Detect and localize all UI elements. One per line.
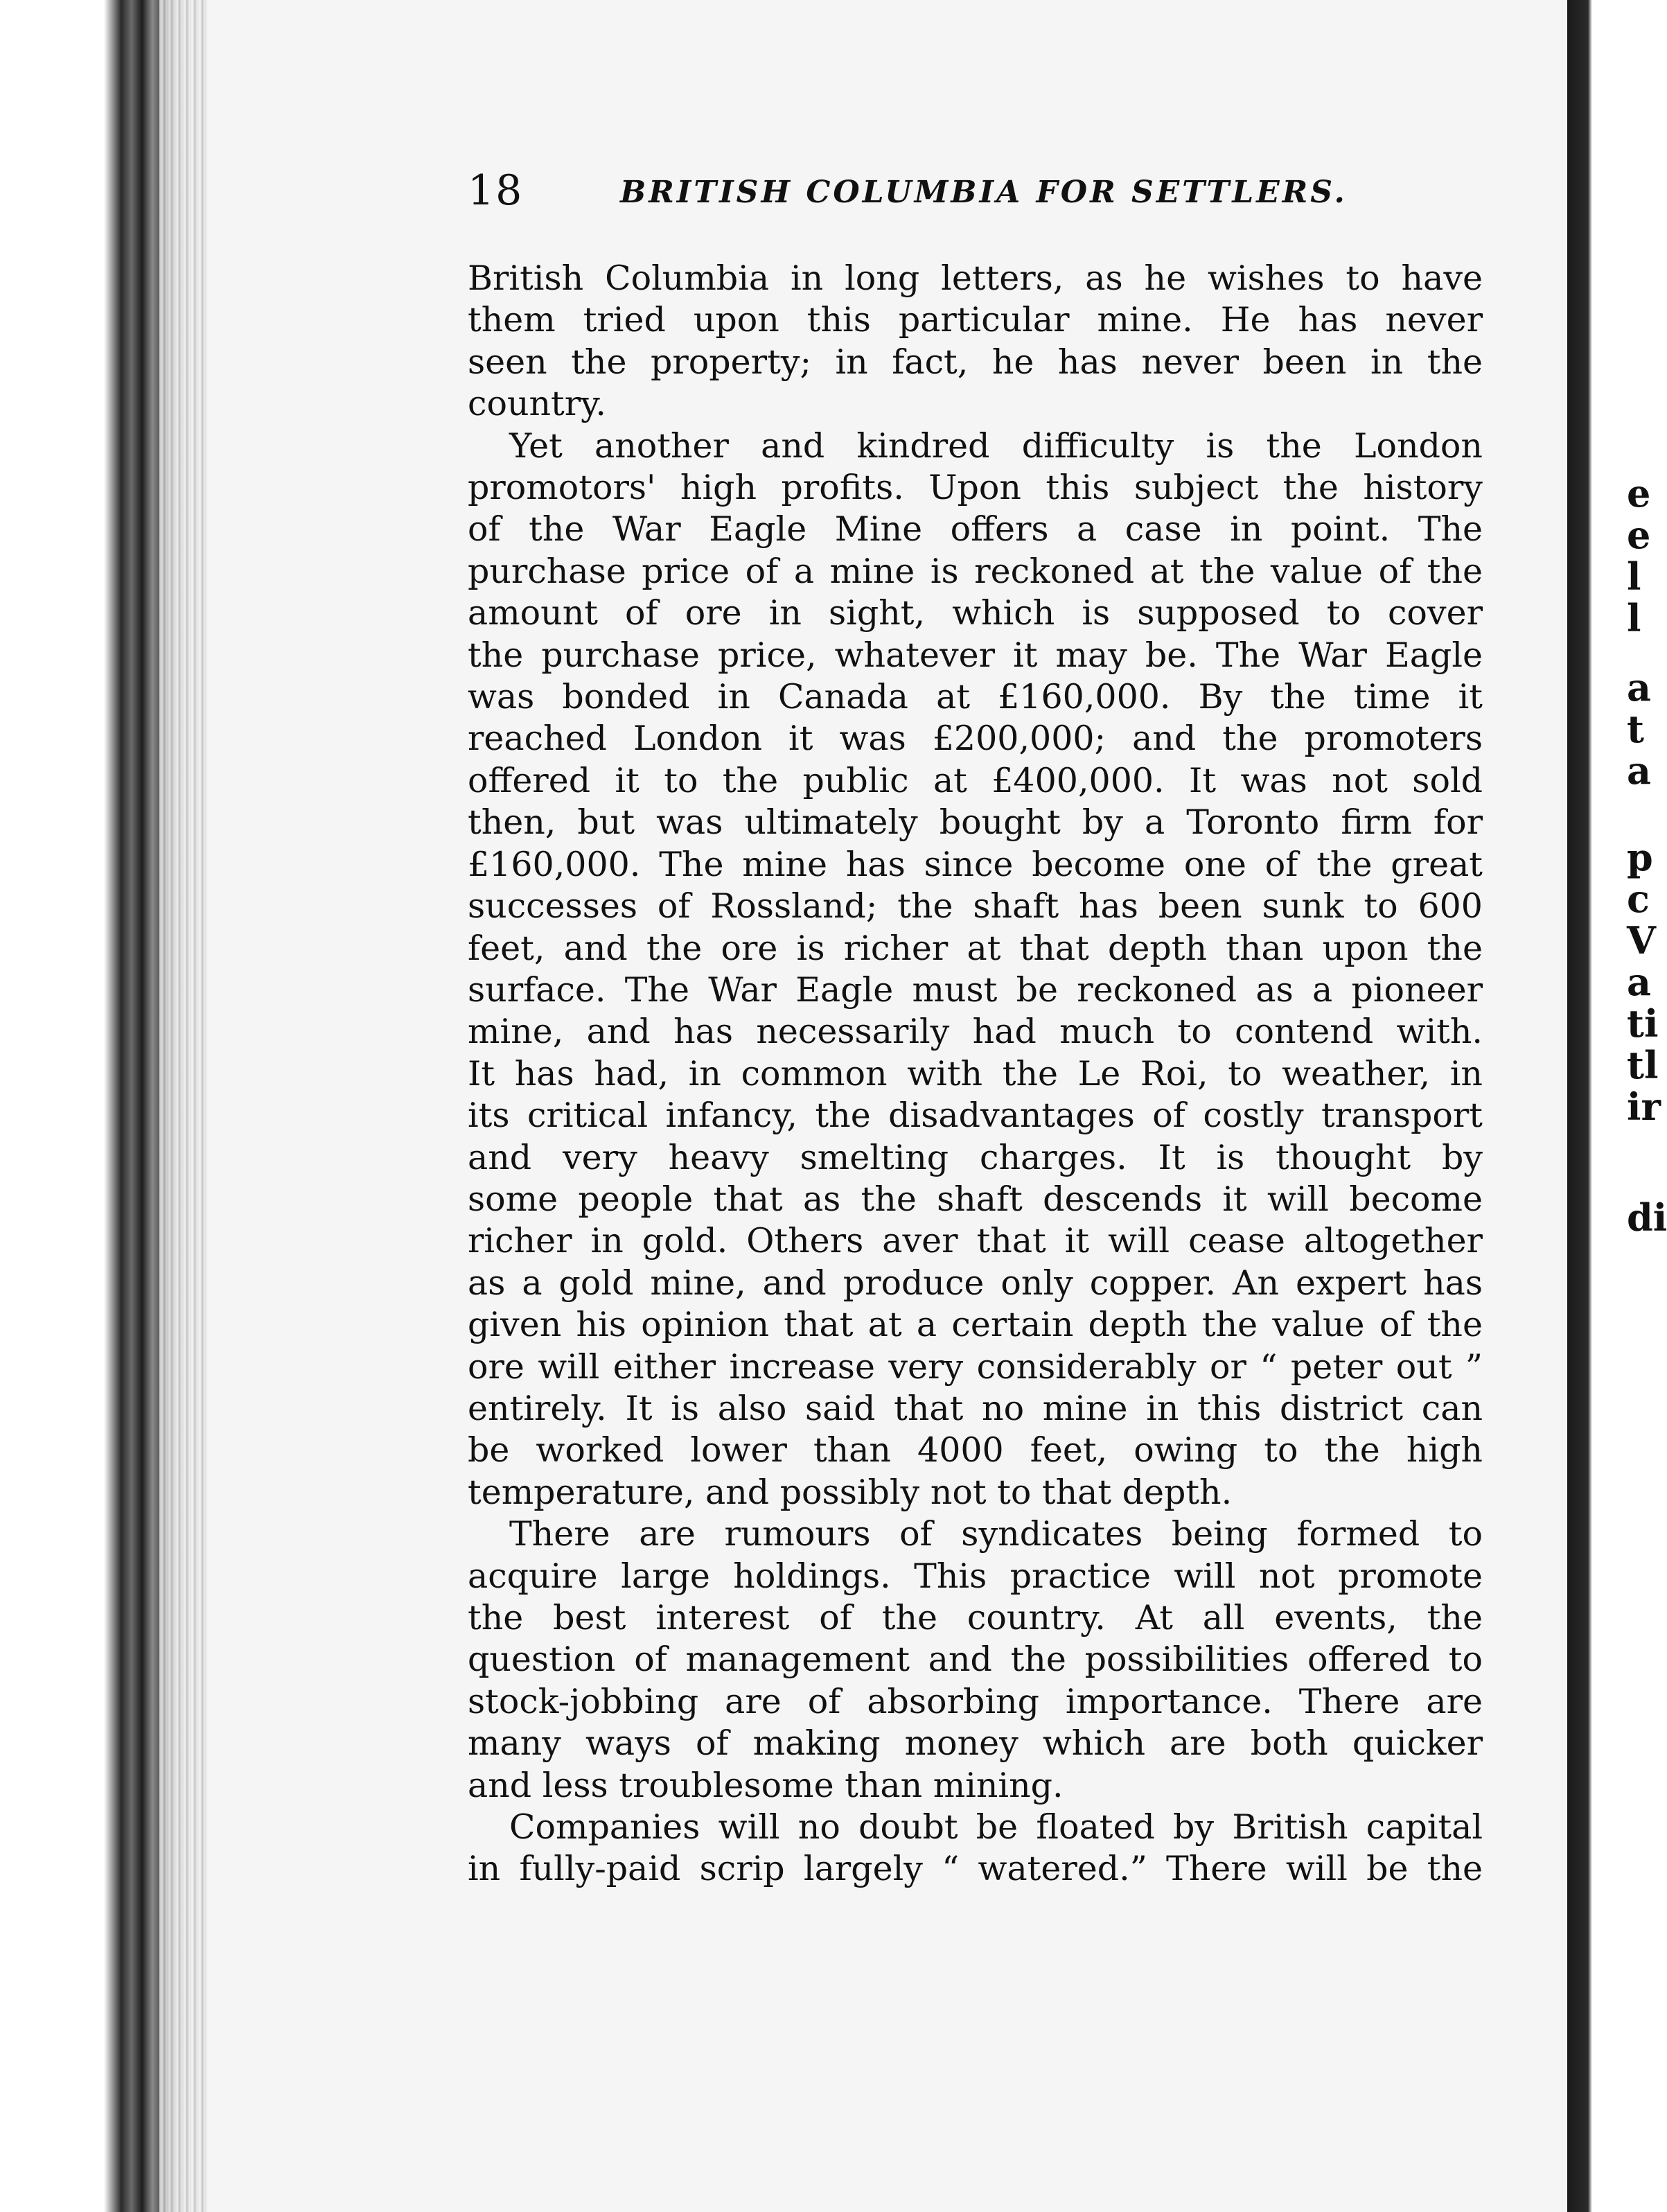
facing-fragment: tl — [1627, 1043, 1659, 1087]
text-line: be worked lower than 4000 feet, owing to the high — [468, 1430, 1483, 1471]
text-line: mine, and has necessarily had much to contend with. — [468, 1012, 1483, 1052]
facing-fragment: di — [1627, 1195, 1667, 1240]
text-line: the best interest of the country. At all events, the — [468, 1598, 1483, 1638]
facing-fragment: l — [1627, 596, 1641, 640]
text-line: was bonded in Canada at £160,000. By the time it — [468, 677, 1483, 717]
text-line: many ways of making money which are both quicker — [468, 1723, 1483, 1764]
facing-fragment: ir — [1627, 1085, 1661, 1129]
facing-fragment: ti — [1627, 1001, 1659, 1046]
text-line: seen the property; in fact, he has never been in the — [468, 342, 1483, 382]
text-line: entirely. It is also said that no mine in this district can — [468, 1388, 1483, 1428]
text-line: offered it to the public at £400,000. It was not sold — [468, 760, 1483, 800]
text-line: surface. The War Eagle must be reckoned as a pioneer — [468, 969, 1483, 1010]
facing-fragment: e — [1627, 513, 1651, 557]
text-line: and less troublesome than mining. — [468, 1765, 1064, 1805]
facing-page-fragments — [1627, 0, 1667, 2212]
text-line: of the War Eagle Mine offers a case in point. The — [468, 509, 1483, 550]
facing-fragment: V — [1627, 918, 1656, 963]
text-line: £160,000. The mine has since become one of the great — [468, 844, 1483, 884]
text-line: reached London it was £200,000; and the promoters — [468, 719, 1483, 759]
facing-fragment: e — [1627, 471, 1651, 516]
text-line: stock-jobbing are of absorbing importance. There are — [468, 1681, 1483, 1721]
body-text — [468, 258, 1483, 1890]
facing-fragment: a — [1627, 960, 1651, 1004]
text-line: Yet another and kindred difficulty is the London — [509, 425, 1483, 466]
text-line: successes of Rossland; the shaft has been sunk to 600 — [468, 886, 1483, 927]
facing-fragment: l — [1627, 554, 1641, 599]
text-line: temperature, and possibly not to that depth. — [468, 1472, 1233, 1512]
text-line: the purchase price, whatever it may be. The War Eagle — [468, 635, 1483, 675]
text-line: feet, and the ore is richer at that depth than upon the — [468, 928, 1483, 968]
facing-fragment: c — [1627, 877, 1650, 921]
text-line: purchase price of a mine is reckoned at the value of the — [468, 551, 1483, 591]
facing-fragment: a — [1627, 665, 1651, 710]
text-line: acquire large holdings. This practice will not promote — [468, 1556, 1483, 1596]
text-line: its critical infancy, the disadvantages of costly transport — [468, 1096, 1483, 1136]
text-line: richer in gold. Others aver that it will cease altogether — [468, 1221, 1483, 1261]
text-line: then, but was ultimately bought by a Toronto firm for — [468, 802, 1483, 843]
facing-fragment: t — [1627, 707, 1644, 751]
text-line: in fully-paid scrip largely “ watered.” There will be the — [468, 1849, 1483, 1889]
paragraph — [468, 258, 1483, 425]
text-line: It has had, in common with the Le Roi, to weather, in — [468, 1053, 1483, 1094]
paragraph — [468, 1807, 1483, 1890]
text-line: amount of ore in sight, which is supposed to cover — [468, 593, 1483, 633]
text-line: promotors' high profits. Upon this subject the history — [468, 468, 1483, 508]
text-line: country. — [468, 384, 606, 424]
page-edges — [159, 0, 215, 2212]
facing-fragment: a — [1627, 748, 1651, 793]
text-line: British Columbia in long letters, as he wishes to have — [468, 258, 1483, 298]
text-line: them tried upon this particular mine. He has never — [468, 300, 1483, 340]
page-header — [468, 166, 1355, 222]
text-line: and very heavy smelting charges. It is thought by — [468, 1137, 1483, 1177]
text-line: ore will either increase very considerably or “ peter out ” — [468, 1346, 1483, 1387]
facing-fragment: p — [1627, 835, 1653, 879]
text-line: Companies will no doubt be floated by British capital — [509, 1807, 1483, 1847]
paragraph — [468, 1513, 1483, 1807]
text-line: some people that as the shaft descends it will become — [468, 1179, 1483, 1219]
text-line: as a gold mine, and produce only copper. An expert has — [468, 1263, 1483, 1303]
paragraph — [468, 425, 1483, 1514]
running-title: BRITISH COLUMBIA FOR SETTLERS. — [620, 175, 1348, 210]
text-line: question of management and the possibilities offered to — [468, 1640, 1483, 1680]
page-number: 18 — [468, 166, 524, 215]
text-line: There are rumours of syndicates being formed to — [509, 1514, 1483, 1554]
text-line: given his opinion that at a certain depth the value of the — [468, 1305, 1483, 1345]
